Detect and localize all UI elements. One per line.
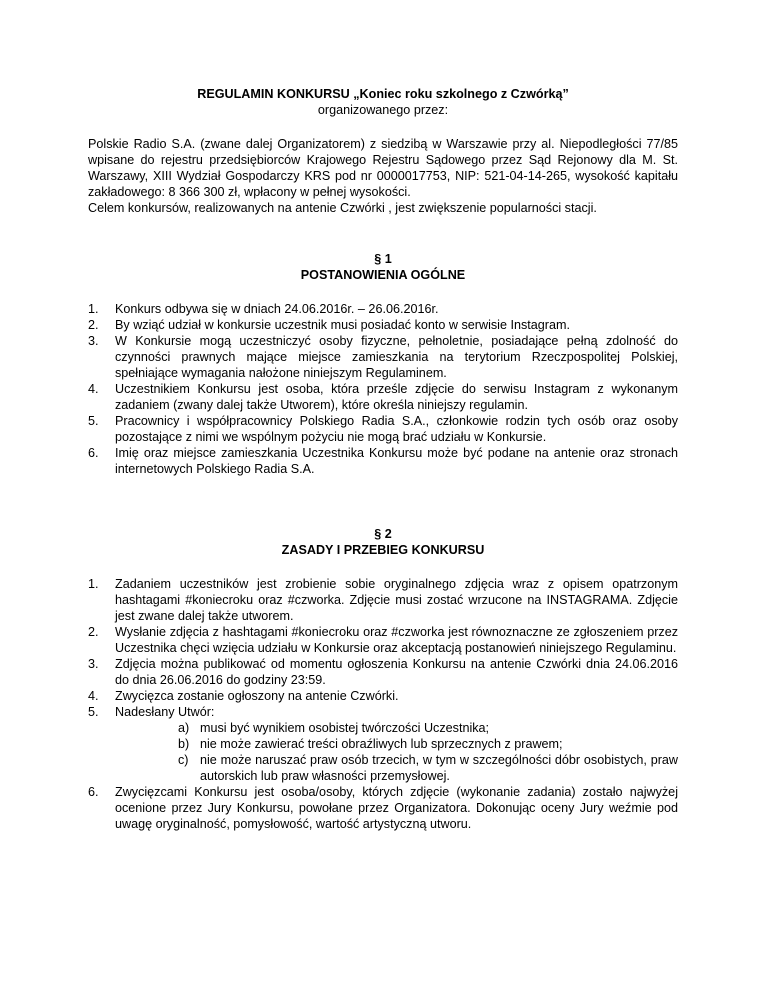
list-item <box>88 445 678 477</box>
list-item-number: 4. <box>88 382 99 396</box>
sub-list-item-letter: b) <box>178 737 190 751</box>
list-item-number: 2. <box>88 318 99 332</box>
list-item <box>88 301 678 317</box>
list-item-text: Imię oraz miejsce zamieszkania Uczestnika Konkursu może być podane na antenie oraz stronach internetowych Polskiego Radia S.A. <box>115 446 678 476</box>
list-item-text: Zdjęcia można publikować od momentu ogłoszenia Konkursu na antenie Czwórki dnia 24.06.2016 do dnia 26.06.2016 do godziny 23:59. <box>115 657 678 687</box>
intro-paragraph-goal: Celem konkursów, realizowanych na antenie Czwórki , jest zwiększenie popularności stacji. <box>88 201 597 215</box>
section-2-heading: ZASADY I PRZEBIEG KONKURSU <box>281 543 485 557</box>
section-1-list <box>88 301 678 477</box>
section-2-list <box>88 576 678 832</box>
sub-list-item-text: musi być wynikiem osobistej twórczości Uczestnika; <box>200 721 490 735</box>
list-item <box>88 688 678 704</box>
sub-list-item <box>178 736 678 752</box>
list-item-text: By wziąć udział w konkursie uczestnik musi posiadać konto w serwisie Instagram. <box>115 318 570 332</box>
list-item-number: 4. <box>88 689 99 703</box>
list-item-text: Konkurs odbywa się w dniach 24.06.2016r. – 26.06.2016r. <box>115 302 439 316</box>
list-item <box>88 784 678 832</box>
list-item <box>88 576 678 624</box>
list-item-number: 5. <box>88 414 99 428</box>
sub-list-item <box>178 720 678 736</box>
intro-section <box>88 136 678 216</box>
sub-list-item-text: nie może naruszać praw osób trzecich, w tym w szczególności dóbr osobistych, praw autorskich lub praw własności przemysłowej. <box>200 753 678 783</box>
list-item-number: 3. <box>88 657 99 671</box>
list-item-number: 6. <box>88 785 99 799</box>
list-item-text: Pracownicy i współpracownicy Polskiego Radia S.A., członkowie rodzin tych osób oraz osoby pozostające z nimi we wspólnym pożyciu nie mogą brać udziału w Konkursie. <box>115 414 678 444</box>
list-item <box>88 381 678 413</box>
list-item-text: Zwycięzca zostanie ogłoszony na antenie Czwórki. <box>115 689 399 703</box>
list-item <box>88 333 678 381</box>
section-2-header <box>88 526 678 558</box>
sub-list-item <box>178 752 678 784</box>
document-content <box>88 86 678 832</box>
list-item-number: 3. <box>88 334 99 348</box>
section-1-number: § 1 <box>374 252 392 266</box>
list-item-text: Zadaniem uczestników jest zrobienie sobie oryginalnego zdjęcia wraz z opisem opatrzonym hashtagami #koniecroku oraz #czworka. Zdjęcie musi zostać wrzucone na INSTAGRAMA. Zdjęcie jest zwane dalej także utworem. <box>115 577 678 623</box>
list-item-text: Uczestnikiem Konkursu jest osoba, która prześle zdjęcie do serwisu Instagram z wykonanym zadaniem (zwany dalej także Utworem), które określa niniejszy regulamin. <box>115 382 678 412</box>
list-item-number: 2. <box>88 625 99 639</box>
list-item-text: W Konkursie mogą uczestniczyć osoby fizyczne, pełnoletnie, posiadające pełną zdolność do czynności prawnych mające miejsce zamieszkania na terytorium Rzeczpospolitej Polskiej, spełniające wymagania nałożone niniejszym Regulaminem. <box>115 334 678 380</box>
list-item-text: Nadesłany Utwór: <box>115 705 215 719</box>
list-item <box>88 624 678 656</box>
section-1-heading: POSTANOWIENIA OGÓLNE <box>300 268 466 282</box>
sub-list-item-letter: c) <box>178 753 189 767</box>
list-item-text: Zwycięzcami Konkursu jest osoba/osoby, których zdjęcie (wykonanie zadania) zostało najwyżej ocenione przez Jury Konkursu, powołane przez Organizatora. Dokonując oceny Jury weźmie pod uwagę oryginalność, pomysłowość, wartość artystyczną utworu. <box>115 785 678 831</box>
list-item-number: 1. <box>88 302 99 316</box>
section-1-header <box>88 251 678 283</box>
sub-list-item-letter: a) <box>178 721 190 735</box>
sub-list-item-text: nie może zawierać treści obraźliwych lub sprzecznych z prawem; <box>200 737 563 751</box>
list-item <box>88 317 678 333</box>
intro-paragraph-organizer: Polskie Radio S.A. (zwane dalej Organizatorem) z siedzibą w Warszawie przy al. Niepodległości 77/85 wpisane do rejestru przedsiębiorców Krajowego Rejestru Sądowego przez Sąd Rejonowy dla M. St. Warszawy, XIII Wydział Gospodarczy KRS pod nr 0000017753, NIP: 521-04-14-265, wysokość kapitału zakładowego: 8 366 300 zł, wpłacony w pełnej wysokości. <box>88 137 678 199</box>
list-item <box>88 656 678 688</box>
list-item-number: 5. <box>88 705 99 719</box>
list-item <box>88 413 678 445</box>
list-item-number: 1. <box>88 577 99 591</box>
section-2-number: § 2 <box>374 527 392 541</box>
list-item <box>88 704 678 784</box>
list-item-number: 6. <box>88 446 99 460</box>
document-subtitle: organizowanego przez: <box>317 103 449 117</box>
list-item-text: Wysłanie zdjęcia z hashtagami #koniecroku oraz #czworka jest równoznaczne ze zgłoszeniem przez Uczestnika chęci wzięcia udziału w Konkursie oraz akceptacją postanowień niniejszego Regulaminu. <box>115 625 678 655</box>
document-title: REGULAMIN KONKURSU „Koniec roku szkolnego z Czwórką” <box>197 87 569 101</box>
sub-list <box>115 720 678 784</box>
